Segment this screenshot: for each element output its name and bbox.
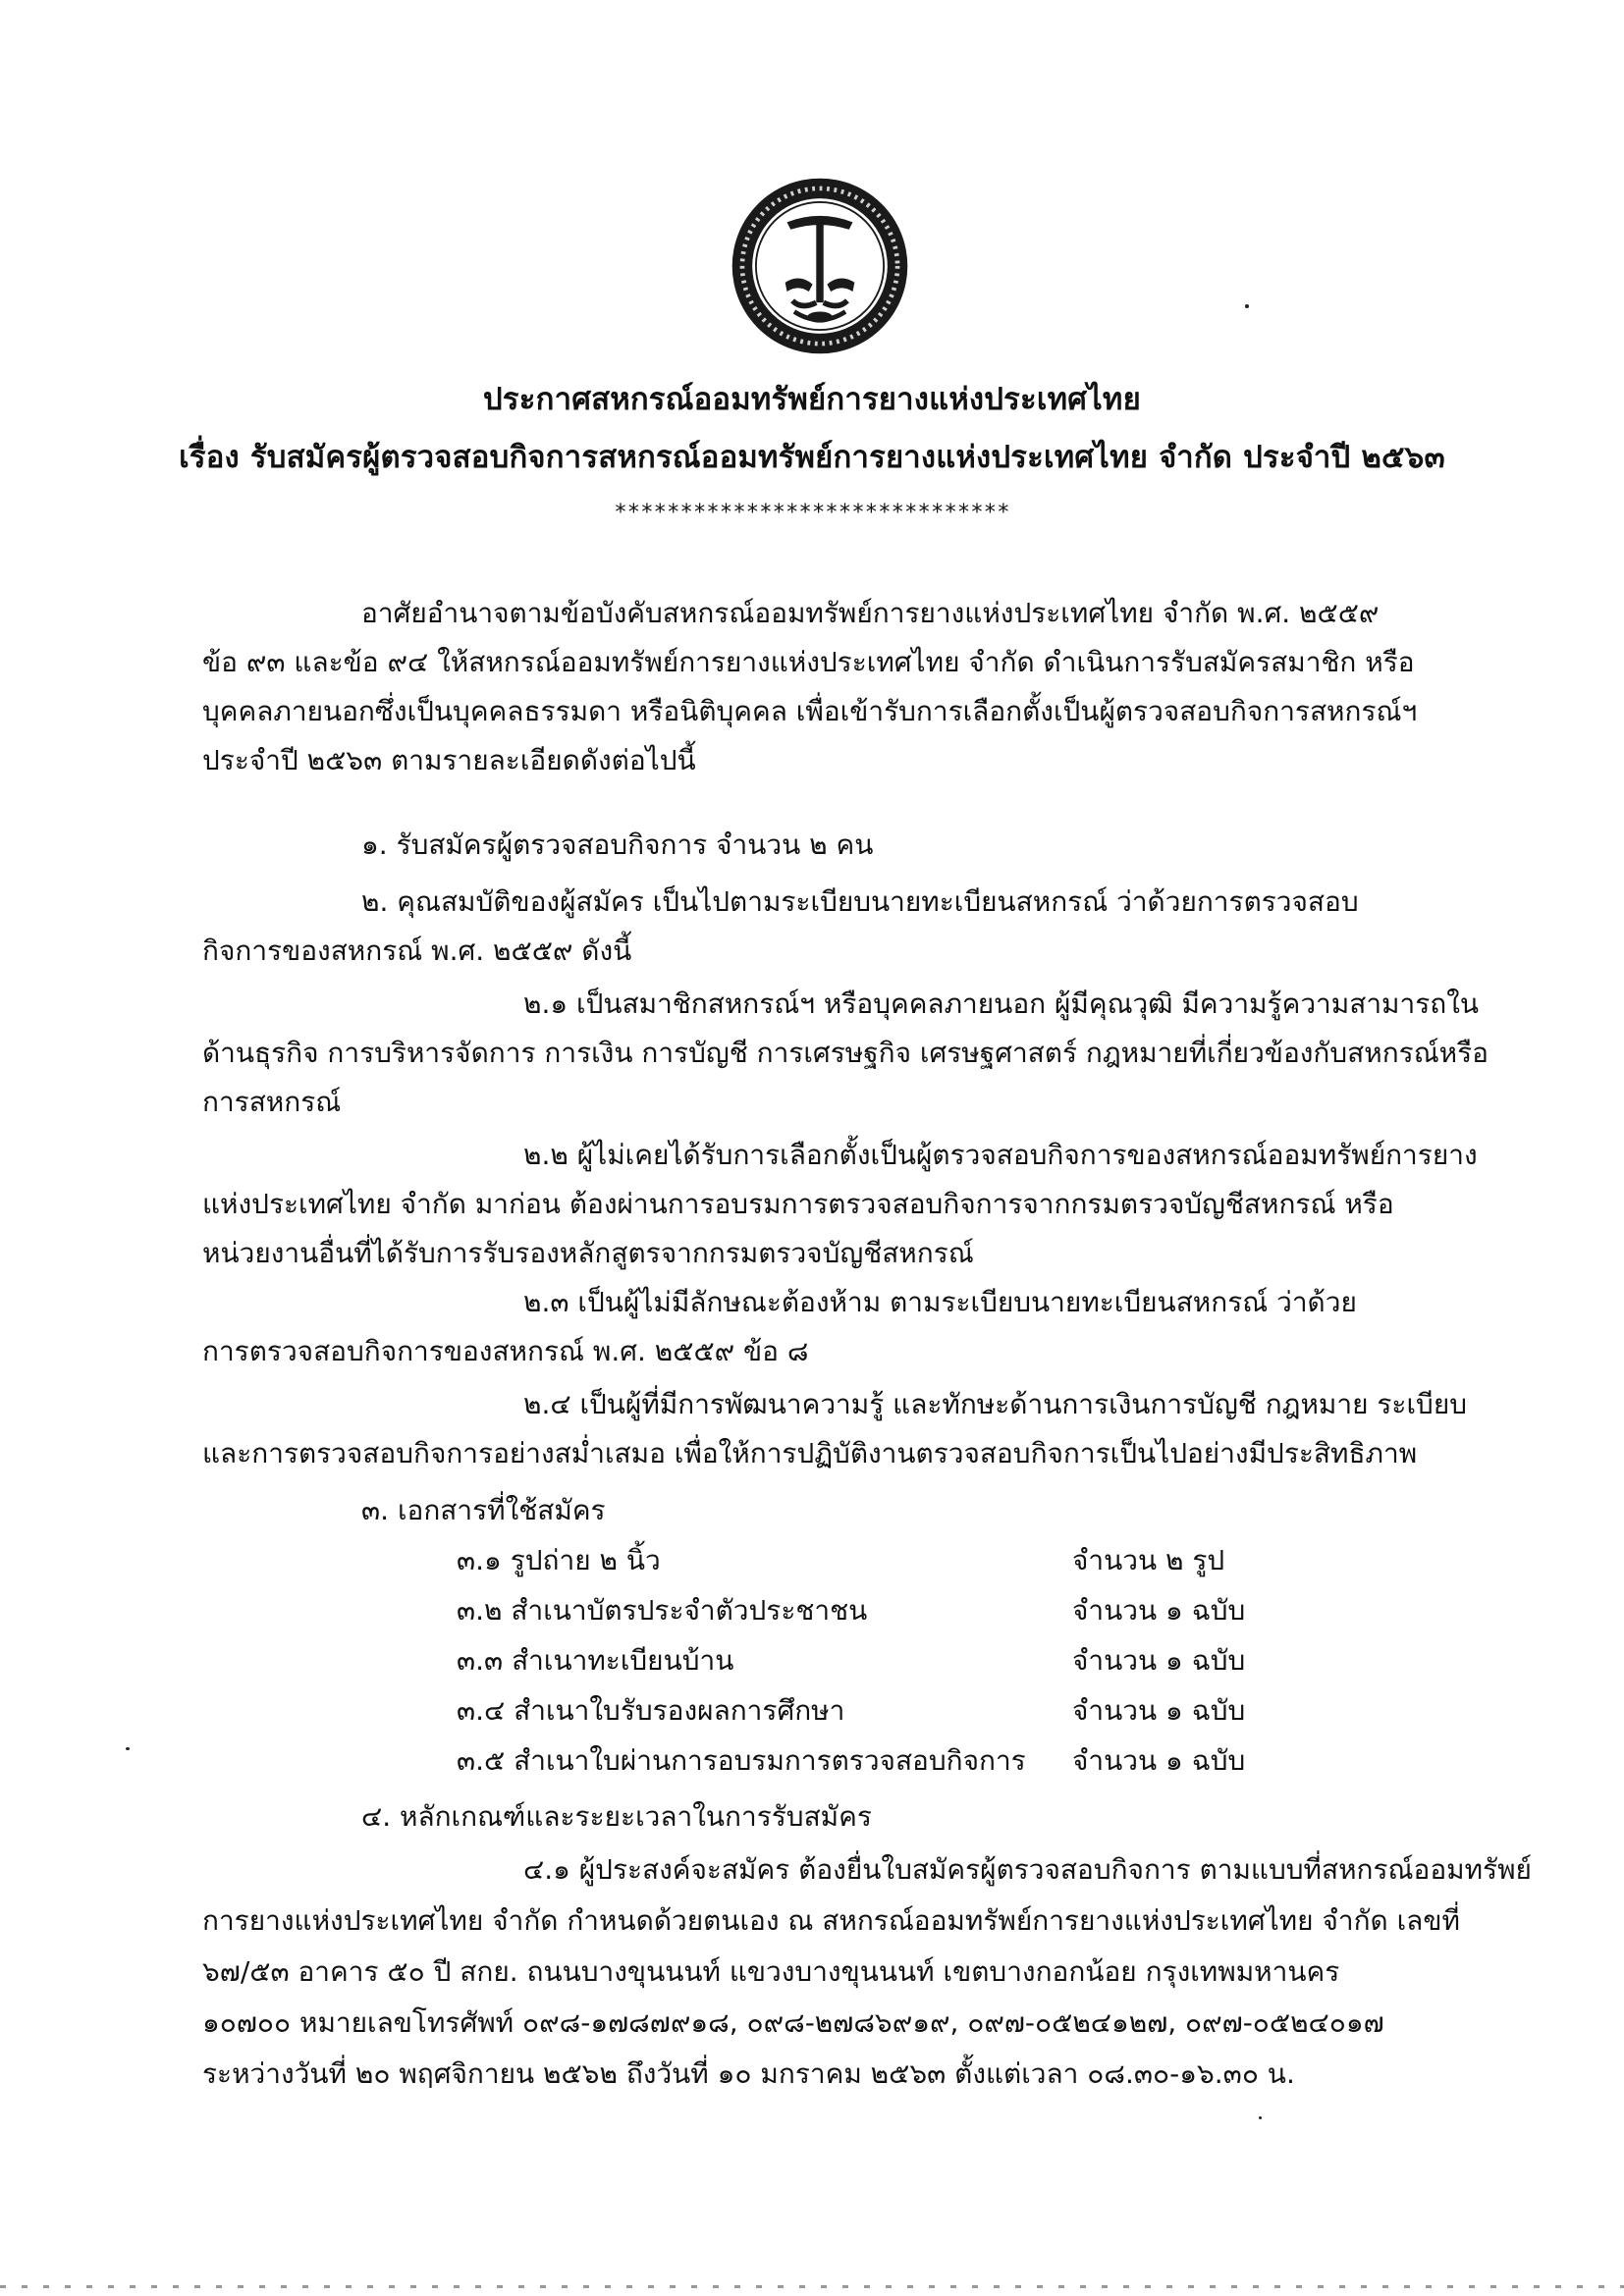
scan-speck	[1245, 304, 1249, 308]
section-2-4-line-2: และการตรวจสอบกิจการอย่างสม่ำเสมอ เพื่อให้การปฏิบัติงานตรวจสอบกิจการเป็นไปอย่างมีประสิทธิภาพ	[202, 1437, 1418, 1469]
section-2-4-line-1: ๒.๔ เป็นผู้ที่มีการพัฒนาความรู้ และทักษะด้านการเงินการบัญชี กฎหมาย ระเบียบ	[523, 1388, 1467, 1420]
document-item-name: ๓.๔ สำเนาใบรับรองผลการศึกษา	[457, 1694, 845, 1727]
section-4-1-line-1: ๔.๑ ผู้ประสงค์จะสมัคร ต้องยื่นใบสมัครผู้ตรวจสอบกิจการ ตามแบบที่สหกรณ์ออมทรัพย์	[523, 1853, 1532, 1886]
separator-line: ******************************	[614, 501, 1010, 525]
section-2-2-line-2: แห่งประเทศไทย จำกัด มาก่อน ต้องผ่านการอบรมการตรวจสอบกิจการจากกรมตรวจบัญชีสหกรณ์ หรือ	[202, 1188, 1394, 1220]
section-2-line-1: ๒. คุณสมบัติของผู้สมัคร เป็นไปตามระเบียบนายทะเบียนสหกรณ์ ว่าด้วยการตรวจสอบ	[361, 885, 1359, 918]
document-item-quantity: จำนวน ๑ ฉบับ	[1072, 1594, 1246, 1627]
section-3-heading: ๓. เอกสารที่ใช้สมัคร	[361, 1494, 606, 1526]
document-item-name: ๓.๒ สำเนาบัตรประจำตัวประชาชน	[457, 1594, 868, 1627]
scan-speck	[1259, 2116, 1262, 2119]
cooperative-seal-logo	[729, 175, 911, 357]
section-4-heading: ๔. หลักเกณฑ์และระยะเวลาในการรับสมัคร	[361, 1800, 872, 1833]
section-4-1-line-2: การยางแห่งประเทศไทย จำกัด กำหนดด้วยตนเอง ณ สหกรณ์ออมทรัพย์การยางแห่งประเทศไทย จำกัด เลขที่	[202, 1904, 1460, 1937]
section-2-2-line-3: หน่วยงานอื่นที่ได้รับการรับรองหลักสูตรจากกรมตรวจบัญชีสหกรณ์	[202, 1237, 974, 1269]
document-item-quantity: จำนวน ๒ รูป	[1072, 1544, 1225, 1576]
section-1-line: ๑. รับสมัครผู้ตรวจสอบกิจการ จำนวน ๒ คน	[361, 828, 874, 861]
section-2-2-line-1: ๒.๒ ผู้ไม่เคยได้รับการเลือกตั้งเป็นผู้ตรวจสอบกิจการของสหกรณ์ออมทรัพย์การยาง	[523, 1139, 1478, 1171]
section-2-1-line-3: การสหกรณ์	[202, 1086, 342, 1118]
seal-emblem-icon	[729, 175, 911, 357]
section-2-line-2: กิจการของสหกรณ์ พ.ศ. ๒๕๕๙ ดังนี้	[202, 934, 632, 967]
scan-speck	[126, 1747, 130, 1750]
announcement-subject: เรื่อง รับสมัครผู้ตรวจสอบกิจการสหกรณ์ออมทรัพย์การยางแห่งประเทศไทย จำกัด ประจำปี ๒๕๖๓	[179, 440, 1445, 475]
intro-line-4: ประจำปี ๒๕๖๓ ตามรายละเอียดดังต่อไปนี้	[202, 744, 696, 776]
section-4-1-line-5: ระหว่างวันที่ ๒๐ พฤศจิกายน ๒๕๖๒ ถึงวันที่ ๑๐ มกราคม ๒๕๖๓ ตั้งแต่เวลา ๐๘.๓๐-๑๖.๓๐ น.	[202, 2057, 1295, 2090]
section-2-1-line-2: ด้านธุรกิจ การบริหารจัดการ การเงิน การบัญชี การเศรษฐกิจ เศรษฐศาสตร์ กฎหมายที่เกี่ยวข้องกับสหกรณ์หรือ	[202, 1037, 1489, 1069]
document-item-name: ๓.๓ สำเนาทะเบียนบ้าน	[457, 1644, 734, 1677]
document-item-name: ๓.๕ สำเนาใบผ่านการอบรมการตรวจสอบกิจการ	[457, 1744, 1026, 1777]
section-4-1-line-4: ๑๐๗๐๐ หมายเลขโทรศัพท์ ๐๙๘-๑๗๘๗๙๑๘, ๐๙๘-๒๗๘๖๙๑๙, ๐๙๗-๐๕๒๔๑๒๗, ๐๙๗-๐๕๒๔๐๑๗	[202, 2006, 1384, 2039]
document-item-quantity: จำนวน ๑ ฉบับ	[1072, 1744, 1246, 1777]
announcement-title: ประกาศสหกรณ์ออมทรัพย์การยางแห่งประเทศไทย	[483, 382, 1141, 417]
document-item-quantity: จำนวน ๑ ฉบับ	[1072, 1694, 1246, 1727]
section-4-1-line-3: ๖๗/๕๓ อาคาร ๕๐ ปี สกย. ถนนบางขุนนนท์ แขวงบางขุนนนท์ เขตบางกอกน้อย กรุงเทพมหานคร	[202, 1955, 1340, 1988]
intro-line-1: อาศัยอำนาจตามข้อบังคับสหกรณ์ออมทรัพย์การยางแห่งประเทศไทย จำกัด พ.ศ. ๒๕๕๙	[361, 597, 1380, 629]
scan-bottom-edge	[0, 2285, 1624, 2288]
intro-line-2: ข้อ ๙๓ และข้อ ๙๔ ให้สหกรณ์ออมทรัพย์การยางแห่งประเทศไทย จำกัด ดำเนินการรับสมัครสมาชิก หรือ	[202, 646, 1415, 678]
section-2-3-line-1: ๒.๓ เป็นผู้ไม่มีลักษณะต้องห้าม ตามระเบียบนายทะเบียนสหกรณ์ ว่าด้วย	[523, 1286, 1357, 1318]
section-2-3-line-2: การตรวจสอบกิจการของสหกรณ์ พ.ศ. ๒๕๕๙ ข้อ ๘	[202, 1335, 809, 1367]
document-item-name: ๓.๑ รูปถ่าย ๒ นิ้ว	[457, 1544, 661, 1576]
document-item-quantity: จำนวน ๑ ฉบับ	[1072, 1644, 1246, 1677]
intro-line-3: บุคคลภายนอกซึ่งเป็นบุคคลธรรมดา หรือนิติบุคคล เพื่อเข้ารับการเลือกตั้งเป็นผู้ตรวจสอบกิจการสหกรณ์ฯ	[202, 695, 1418, 727]
section-2-1-line-1: ๒.๑ เป็นสมาชิกสหกรณ์ฯ หรือบุคคลภายนอก ผู้มีคุณวุฒิ มีความรู้ความสามารถใน	[523, 988, 1480, 1020]
